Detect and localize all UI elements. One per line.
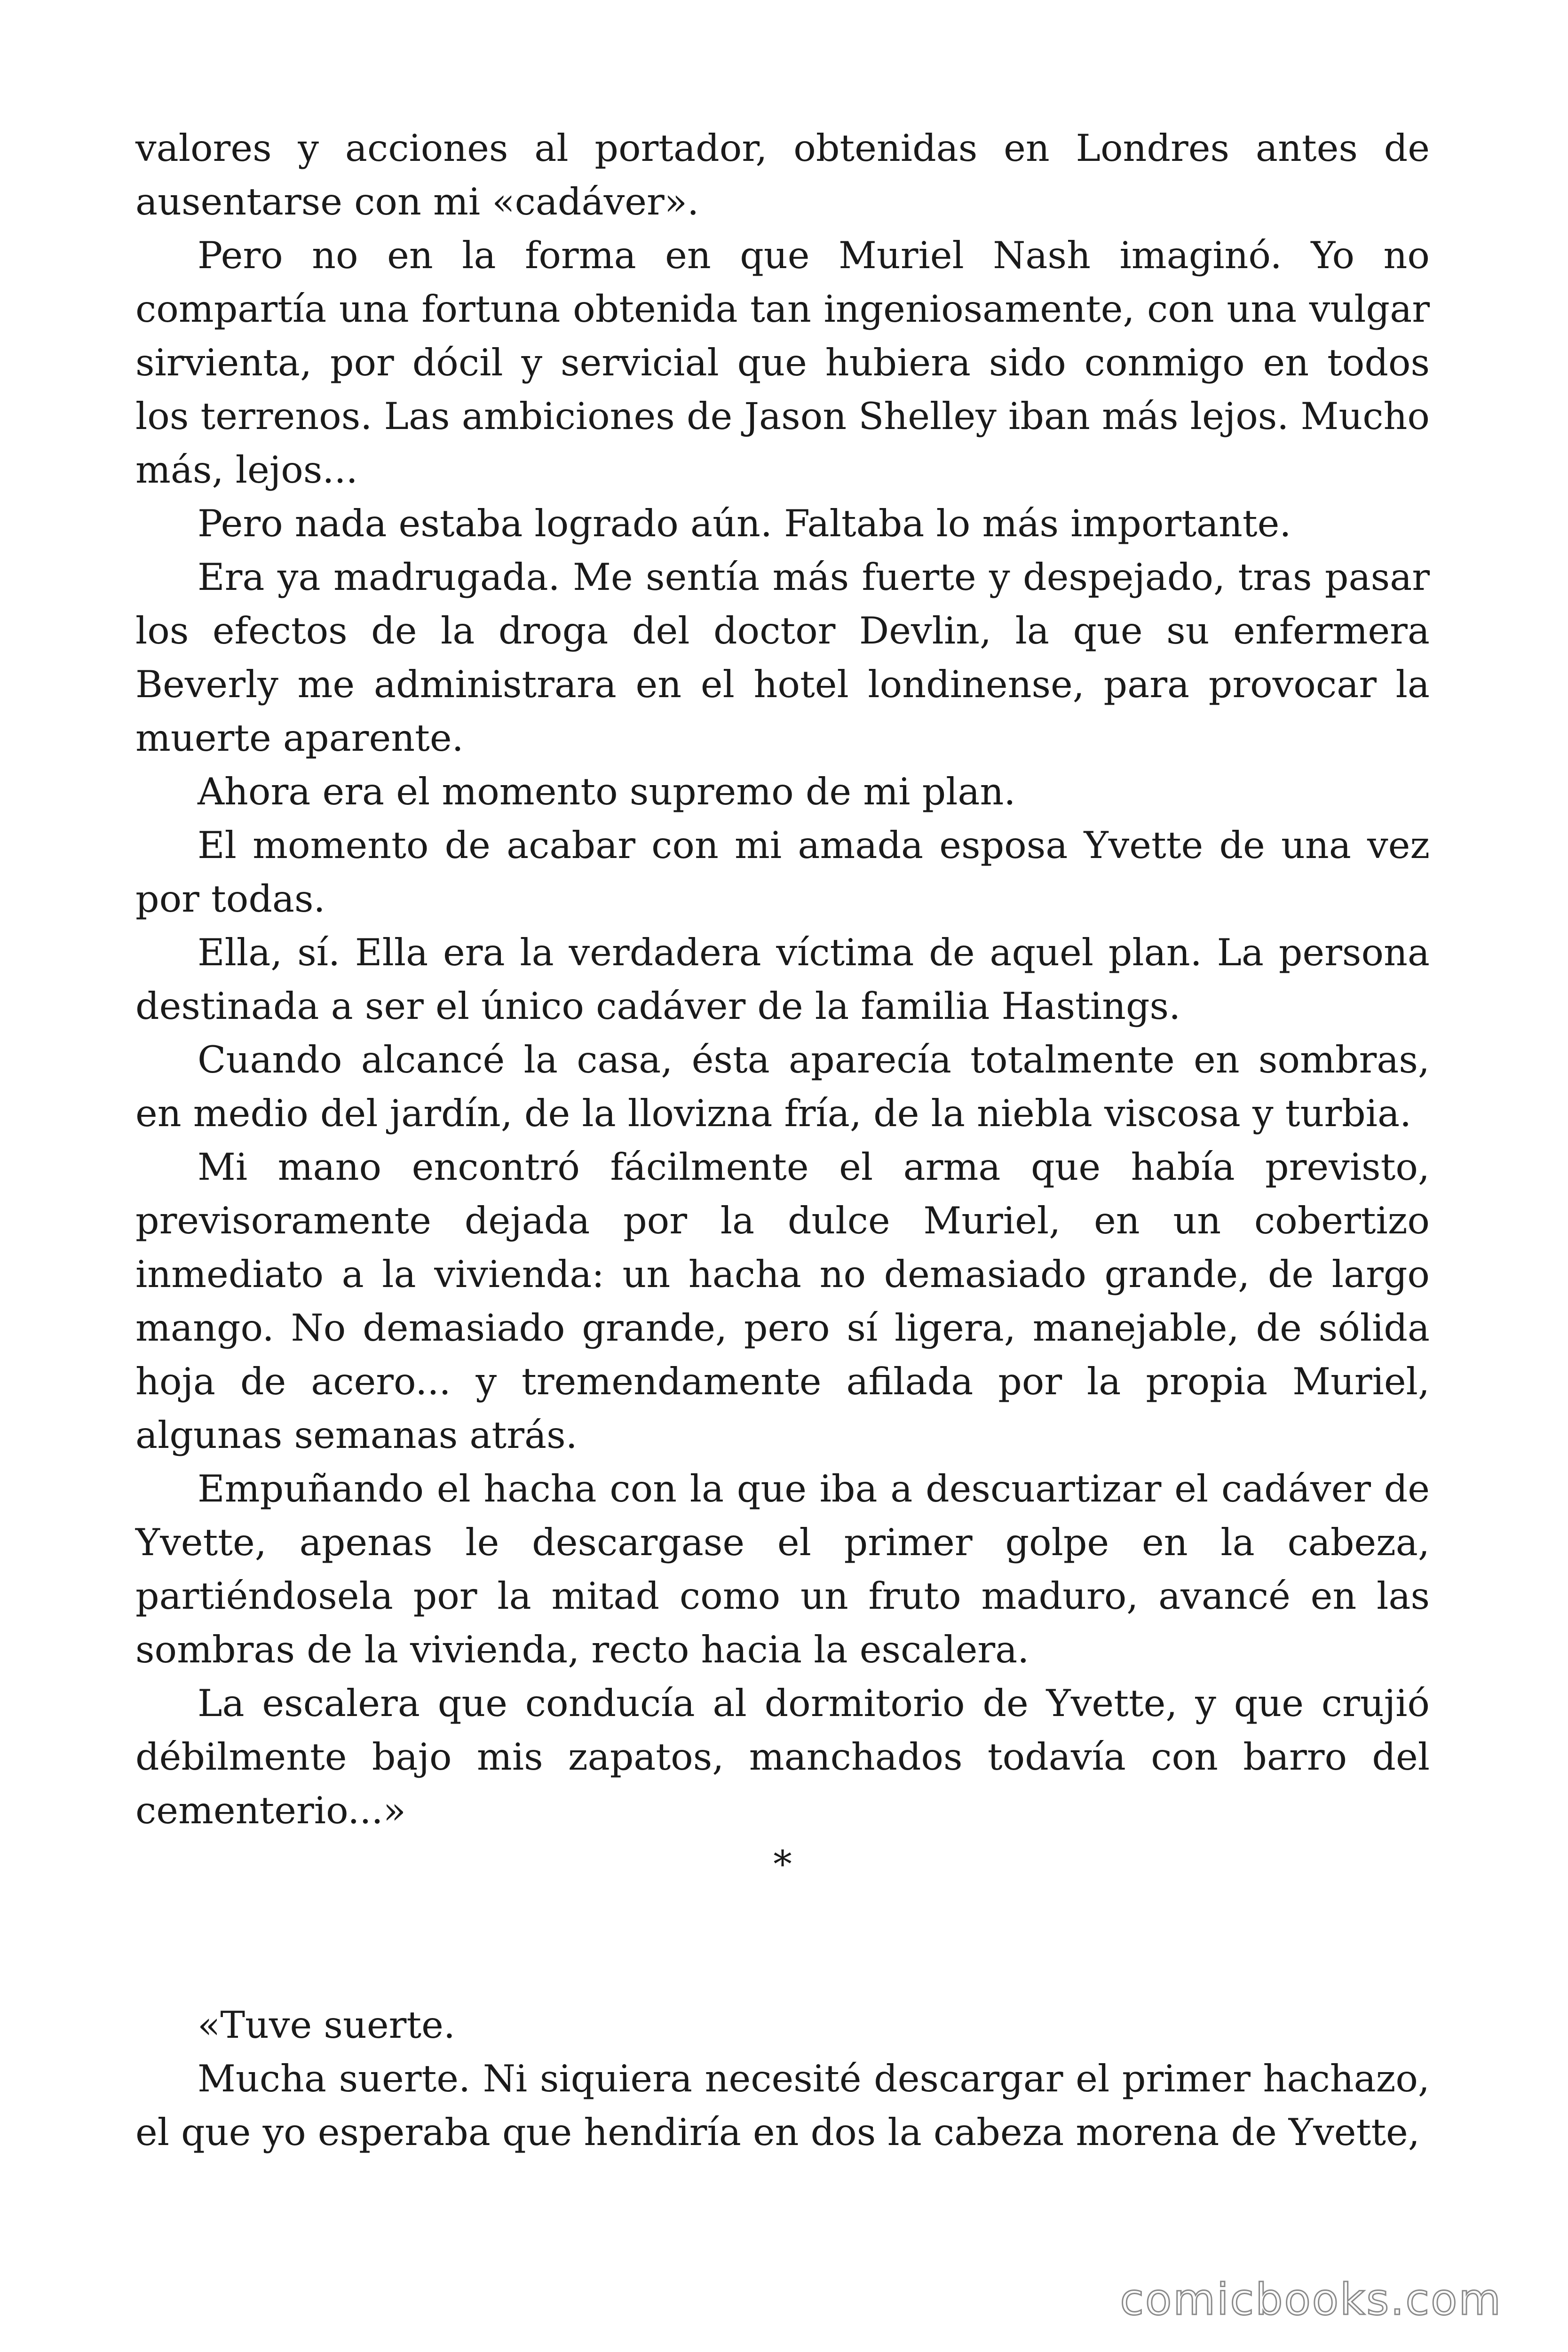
paragraph-2: Pero no en la forma en que Muriel Nash imaginó. Yo no compartía una fortuna obtenida tan ingeniosamente, con una vulgar sirvienta, por dócil y servicial que hubiera sido conmigo en todos los terrenos. Las ambiciones de Jason Shelley iban más lejos. Mucho más, lejos... (135, 234, 1430, 492)
paragraph-7: Ella, sí. Ella era la verdadera víctima de aquel plan. La persona destinada a ser el único cadáver de la familia Hastings. (135, 931, 1430, 1028)
section-separator (135, 1837, 1430, 1998)
paragraph-13: Mucha suerte. Ni siquiera necesité descargar el primer hachazo, el que yo esperaba que hendiría en dos la cabeza morena de Yvette, (135, 2057, 1430, 2154)
paragraph-6: El momento de acabar con mi amada esposa Yvette de una vez por todas. (135, 824, 1430, 921)
paragraph-3: Pero nada estaba logrado aún. Faltaba lo más importante. (198, 502, 1291, 545)
paragraph-10: Empuñando el hacha con la que iba a descuartizar el cadáver de Yvette, apenas le descargase el primer golpe en la cabeza, partiéndosela por la mitad como un fruto maduro, avancé en las sombras de la vivienda, recto hacia la escalera. (135, 1467, 1430, 1671)
paragraph-5: Ahora era el momento supremo de mi plan. (198, 770, 1016, 813)
paragraph-9: Mi mano encontró fácilmente el arma que había previsto, previsoramente dejada por la dulce Muriel, en un cobertizo inmediato a la vivienda: un hacha no demasiado grande, de largo mango. No demasiado grande, pero sí ligera, manejable, de sólida hoja de acero... y tremendamente afilada por la propia Muriel, algunas semanas atrás. (135, 1145, 1430, 1457)
paragraph-12: «Tuve suerte. (198, 2003, 455, 2047)
paragraph-8: Cuando alcancé la casa, ésta aparecía totalmente en sombras, en medio del jardín, de la llovizna fría, de la niebla viscosa y turbia. (135, 1038, 1430, 1135)
page-body (135, 121, 1430, 2159)
separator-asterisk: * (773, 1843, 792, 1886)
paragraph-1: valores y acciones al portador, obtenidas en Londres antes de ausentarse con mi «cadáver». (135, 127, 1430, 223)
watermark-text: comicbooks.com (1120, 2274, 1502, 2325)
paragraph-4: Era ya madrugada. Me sentía más fuerte y despejado, tras pasar los efectos de la droga del doctor Devlin, la que su enfermera Beverly me administrara en el hotel londinense, para provocar la muerte aparente. (135, 556, 1430, 760)
paragraph-11: La escalera que conducía al dormitorio de Yvette, y que crujió débilmente bajo mis zapatos, manchados todavía con barro del cementerio...» (135, 1682, 1430, 1832)
